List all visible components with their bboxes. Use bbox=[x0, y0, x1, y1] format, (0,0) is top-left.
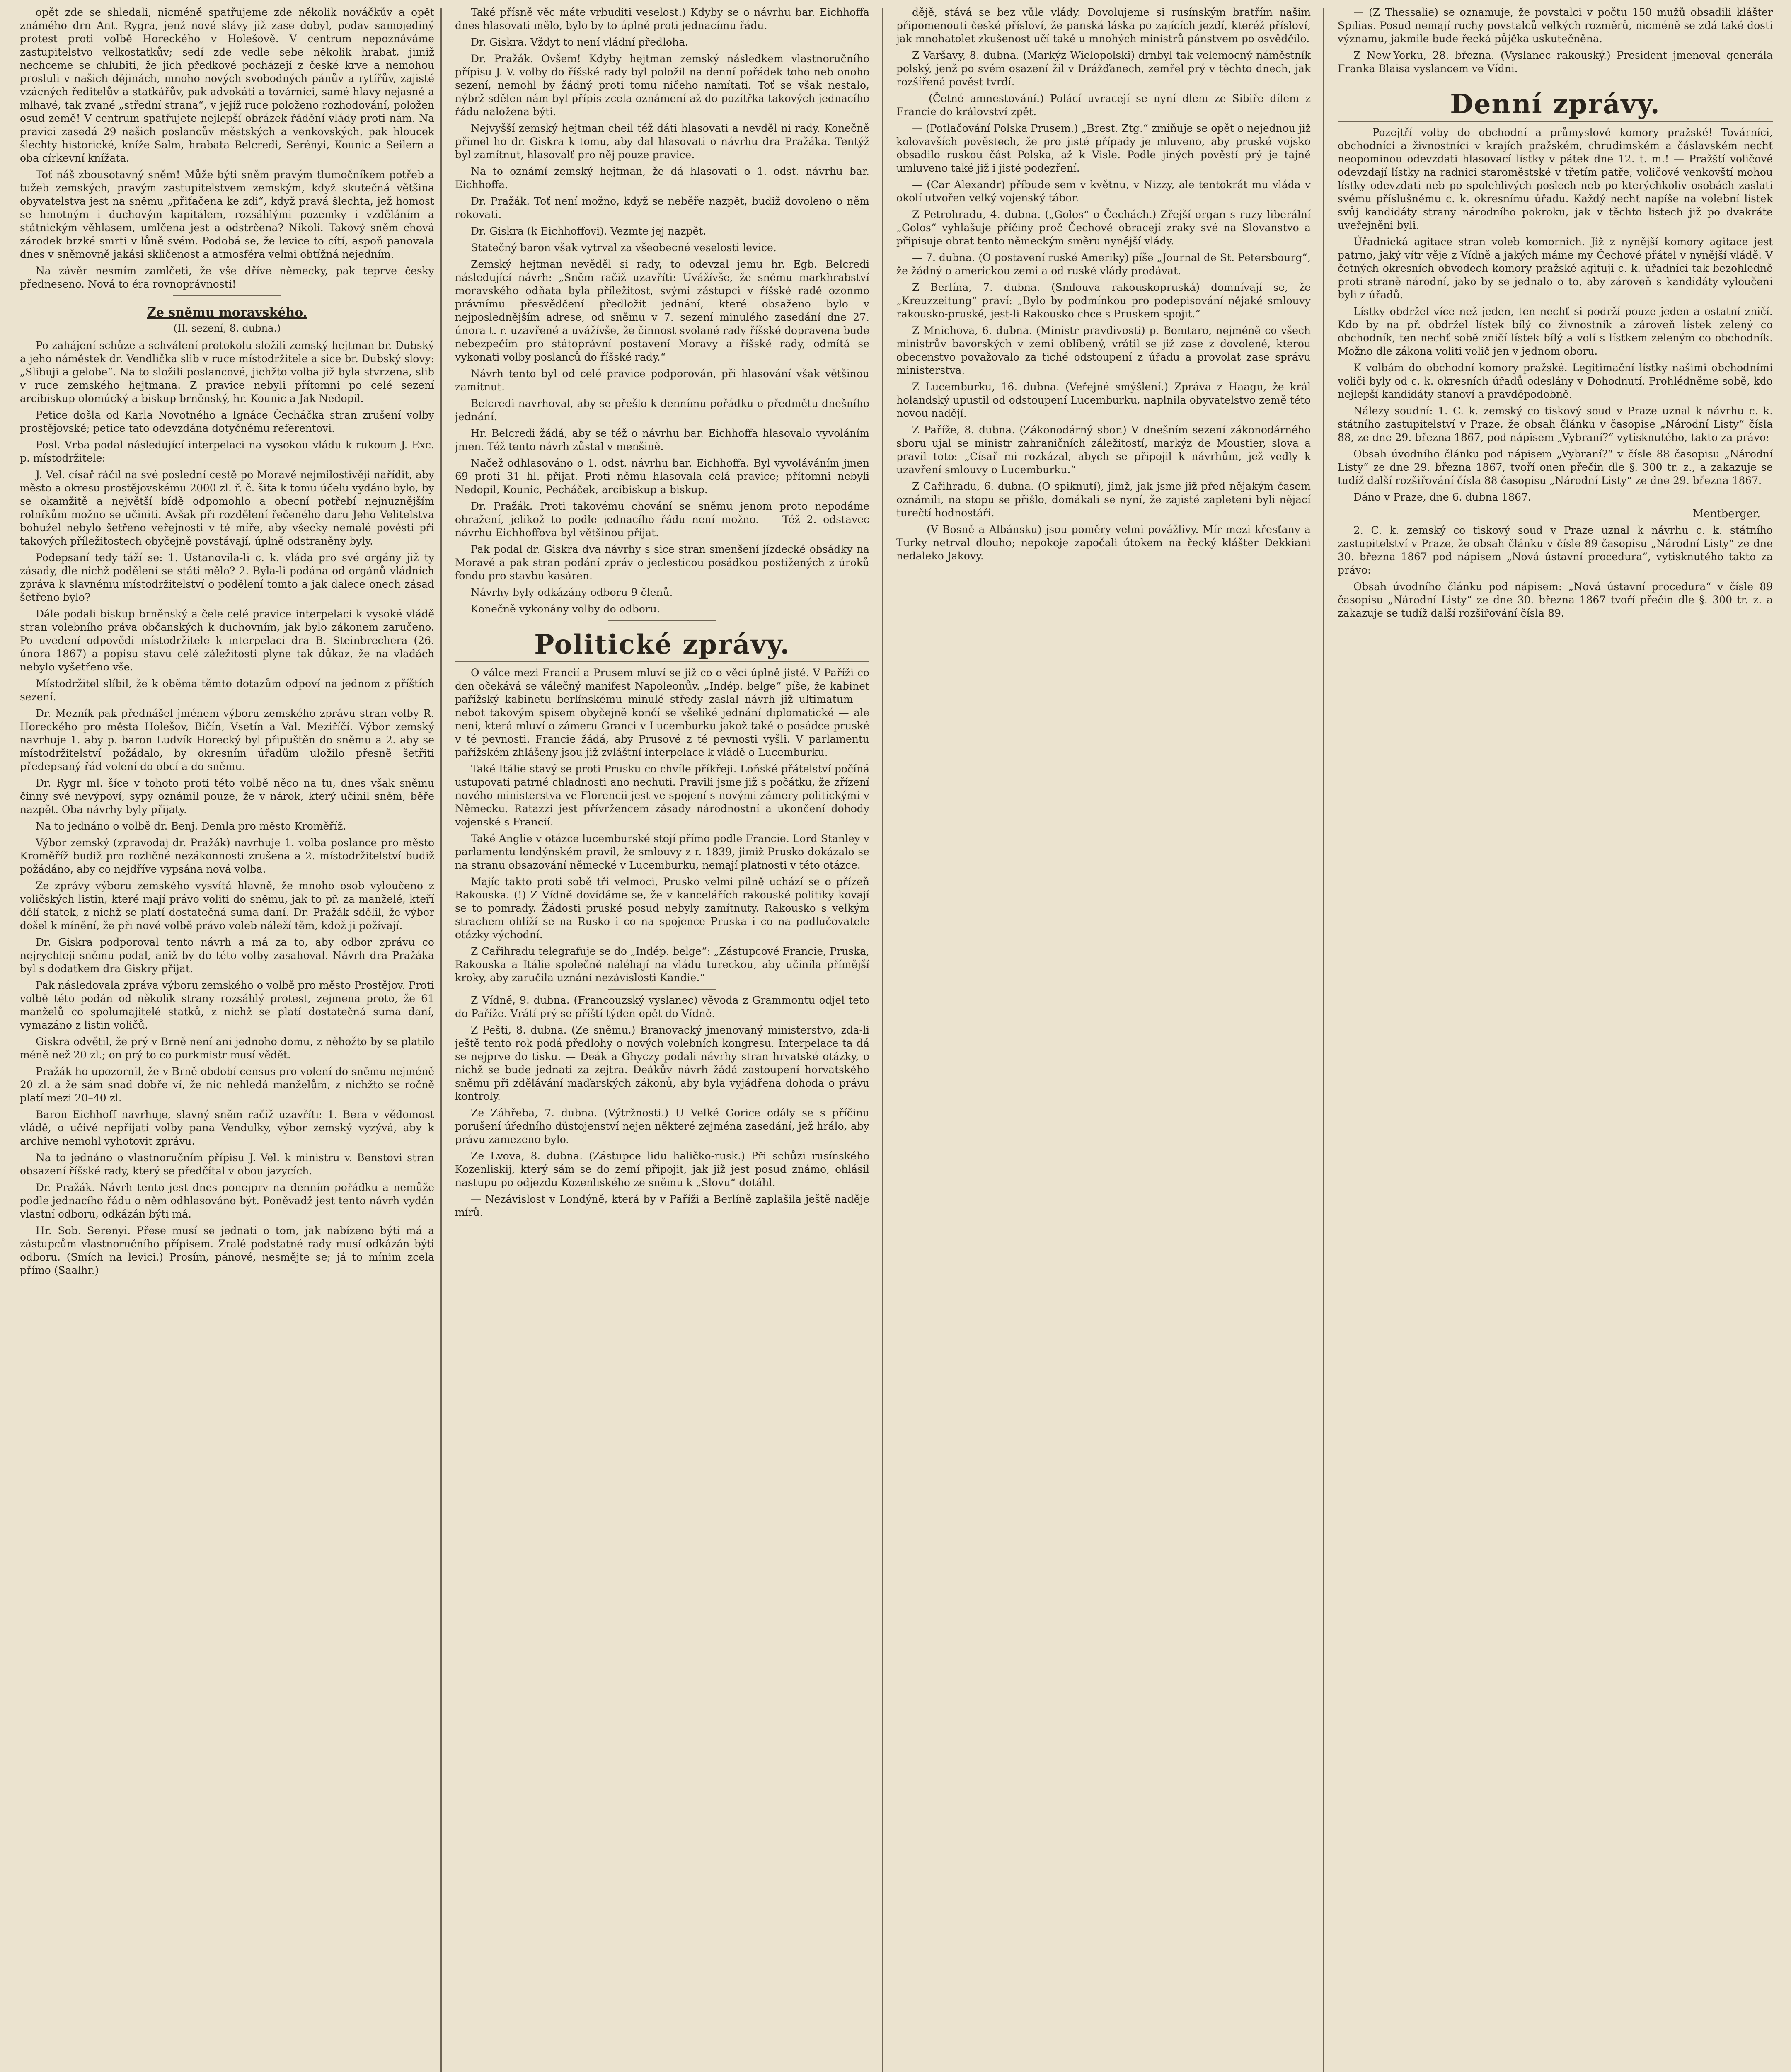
section-heading: Politické zprávy. bbox=[455, 628, 869, 662]
article-paragraph: Z Pešti, 8. dubna. (Ze sněmu.) Branovacký jmenovaný ministerstvo, zda-li ještě tento rok podá předlohy o nových volebních kongresu. Interpelace ta dá se nejprve do tisku. — Deák a Ghyczy podali návrhy stran hrvatské otázky, o nichž se bude jednati za zejtra. Deákův návrh žádá zastoupení horvatského sněmu při zdělávání maďarských zákonů, aby byla vyjádřena dohoda o právu kontroly. bbox=[455, 1024, 869, 1102]
article-paragraph: Pak následovala zpráva výboru zemského o volbě pro město Prostějov. Proti volbě této podán od několik strany rozsáhlý protest, zejmena proto, že 61 manželů co spolumajitelé statků, z nichž se platí dostatečná suma daní, vymazáno z listin voličů. bbox=[20, 979, 434, 1031]
article-paragraph: Majíc takto proti sobě tři velmoci, Prusko velmi pilně uchází se o přízeň Rakouska. (!) Z Vídně dovídáme se, že v kancelářích rakouské politiky kovají se to pomrady. Žádosti pruské posud nebyly zamítnuty. Rakousko s velkým strachem ohlíží se na Rusko i co na spojence Pruska i co na podlučovatele otázky východní. bbox=[455, 876, 869, 941]
article-paragraph: dějě, stává se bez vůle vlády. Dovolujeme si rusínským bratřím našim připomenouti české přísloví, že panská láska po zajících jezdí, kteréž přísloví, jak mnohatolet zkušenost učí také u mnohých ministrů pánstvem po osvědčilo. bbox=[896, 6, 1311, 45]
article-paragraph: Výbor zemský (zpravodaj dr. Pražák) navrhuje 1. volba poslance pro město Kroměříž budiž pro rozličné nezákonnosti zrušena a 2. místodržitelství budiž požádáno, aby co nejdříve vypsána nová volba. bbox=[20, 837, 434, 875]
article-paragraph: Po zahájení schůze a schválení protokolu složili zemský hejtman br. Dubský a jeho náměstek dr. Vendlička slib v ruce místodržitele a sice br. Dubský slovy: „Slibuji a gelobe“. Na to složili poslancové, jichžto volba již byla stvrzena, slib v ruce zemského hejtmana. Z pravice nebyli přítomni po celé sezení arcibiskup olomúcký a biskup brněnský, hr. Kounic a Jak Nedopil. bbox=[20, 339, 434, 404]
article-paragraph: Dr. Mezník pak přednášel jménem výboru zemského zprávu stran volby R. Horeckého pro města Holešov, Bičín, Vsetín a Val. Meziříčí. Výbor zemský navrhuje 1. aby p. baron Ludvík Horecký byl připuštěn do sněmu a 2. aby se místodržitelství požádalo, by okresním úřadům uložilo přesně šetřiti předepsaný řád volení do obcí a do sněmu. bbox=[20, 707, 434, 772]
signature: Mentberger. bbox=[1692, 508, 1760, 520]
article-paragraph: Na to oznámí zemský hejtman, že dá hlasovati o 1. odst. návrhu bar. Eichhoffa. bbox=[455, 165, 869, 191]
article-paragraph: — Nezávislost v Londýně, která by v Paříži a Berlíně zaplašila ještě naděje mírů. bbox=[455, 1193, 869, 1218]
article-paragraph: Z Cařihradu, 6. dubna. (O spiknutí), jimž, jak jsme již před nějakým časem oznámili, na stopu se přišlo, domákali se nyní, že zajisté zapleteni byli nějací turečtí hodnostáři. bbox=[896, 480, 1311, 519]
article-paragraph: Nejvyšší zemský hejtman cheil též dáti hlasovati a nevděl ni rady. Konečně přimel ho dr. Giskra k tomu, aby dal hlasovati o návrhu dra Pražáka. Tentýž byl zamítnut, hlasovalť pro něj pouze pravice. bbox=[455, 122, 869, 161]
article-paragraph: Ze Záhřeba, 7. dubna. (Výtržnosti.) U Velké Gorice odály se s příčinu porušení úředního důstojenství nejen některé zejména zasedání, jež hrálo, aby právu zamezeno bylo. bbox=[455, 1107, 869, 1145]
article-paragraph: Z Varšavy, 8. dubna. (Markýz Wielopolski) drnbyl tak velemocný náměstník polský, jenž po svém osazení žil v Drážďanech, zemřel prý v těchto dnech, jak rozšířená pověst tvrdí. bbox=[896, 49, 1311, 88]
article-paragraph: Nálezy soudní: 1. C. k. zemský co tiskový soud v Praze uznal k návrhu c. k. státního zastupitelství v Praze, že obsah článku v časopise „Národní Listy“ čísla 88, ze dne 29. března 1867, pod nápisem „Vybraní?“ vytisknutého, takto za právo: bbox=[1338, 405, 1773, 443]
article-paragraph: Petice došla od Karla Novotného a Ignáce Čecháčka stran zrušení volby prostějovské; petice tato odevzdána dotyčnému referentovi. bbox=[20, 409, 434, 434]
article-paragraph: 2. C. k. zemský co tiskový soud v Praze uznal k návrhu c. k. státního zastupitelství v Praze, že obsah článku v čísle 89 časopisu „Národní Listy“ ze dne 30. března 1867 pod nápisem „Nová ústavní procedura“, vytisknutého takto za právo: bbox=[1338, 524, 1773, 576]
article-paragraph: Z Paříže, 8. dubna. (Zákonodárný sbor.) V dnešním sezení zákonodárného sboru ujal se ministr zahraničních záležitostí, markýz de Moustier, slova a pravil toto: „Císař mi rozkázal, abych se připojil k návrhům, jež vedly k uzavření smlouvy o Lucemburku.“ bbox=[896, 424, 1311, 476]
article-paragraph: Hr. Belcredi žádá, aby se též o návrhu bar. Eichhoffa hlasovalo vyvoláním jmen. Též tento návrh zůstal v menšině. bbox=[455, 427, 869, 453]
article-paragraph: — (Potlačování Polska Prusem.) „Brest. Ztg.“ zmiňuje se opět o nejednou již kolovavších pověstech, že pro jisté případy je mluveno, aby pruské vojsko obsadilo ruskou část Polska, až k Visle. Podle jiných pověstí prý je tajně umluveno také již i jisté podezření. bbox=[896, 122, 1311, 174]
article-paragraph: — (V Bosně a Albánsku) jsou poměry velmi povážlivy. Mír mezi křesťany a Turky netrval dlouho; nepokoje započali útokem na řecký klášter Dekkiani nedaleko Jakovy. bbox=[896, 523, 1311, 562]
article-paragraph: Posl. Vrba podal následující interpelaci na vysokou vládu k rukoum J. Exc. p. místodržitele: bbox=[20, 439, 434, 464]
article-paragraph: Giskra odvětil, že prý v Brně není ani jednoho domu, z něhožto by se platilo méně než 20 zl.; on prý to co purkmistr musí vědět. bbox=[20, 1036, 434, 1061]
article-paragraph: opět zde se shledali, nicméně spatřujeme zde několik nováčkův a opět známého drn Ant. Rygra, jenž nové slávy již zase dobyl, podav samojediný protest proti volbě Horeckého v Holešově. V centrum nepoznáváme zastupitelstvo velkostatkův; sedí zde vedle sebe několik hrabat, jimiž nechceme se chlubiti, že jich předkové pocházejí z české krve a nemohou prosluli v našich dějinách, mnoho nových svobodných pánův a rytířův, zajisté vzácných ředitelův a statkářův, pak advokáti a továrníci, samé hlavy nejasné a mlhavé, tak zvané „střední strana“, v jejíž ruce položeno rozhodování, položen osud země! V centrum spatřujete nejlepší obrázek řádění vlády proti nám. Na pravici zasedá 29 našich poslancův městských a venkovských, pak hloucek šlechty historické, kníže Salm, hrabata Belcredi, Serényi, Kounic a Seilern a oba církevní knížata. bbox=[20, 6, 434, 164]
column-3 bbox=[896, 6, 1311, 2072]
article-paragraph: Dr. Rygr ml. šíce v tohoto proti této volbě něco na tu, dnes však sněmu činny své nevýpoví, sypy oznámil pouze, že v nárok, který učinil sněm, běře nazpět. Oba návrhy byly přijaty. bbox=[20, 777, 434, 816]
article-paragraph: Toť náš zbousotavný sněm! Může býti sněm pravým tlumočníkem potřeb a tužeb zemských, pravým zastupitelstvem zemským, když skutečná většina obyvatelstva jest na sněmu „přiťačena ke zdi“, když pravá šlechta, jež homost se hmotným i duchovým kapitálem, rozsáhlými pozemky i vzděláním a státnickým věhlasem, umlčena jest a odstrčena? Nikoli. Takový sněm chová zárodek brzké smrti v lůně svém. Podobá se, že levice to cítí, aspoň panovala dnes v sněmovně jakási skličenost a atmosféra velmi obtížná nejedním. bbox=[20, 169, 434, 260]
article-paragraph: Dr. Giskra podporoval tento návrh a má za to, aby odbor zprávu co nejrychleji sněmu podal, aniž by do této volby zasahoval. Návrh dra Pražáka byl s dodatkem dra Giskry přijat. bbox=[20, 936, 434, 975]
article-paragraph: Obsah úvodního článku pod nápisem „Vybraní?“ v čísle 88 časopisu „Národní Listy“ ze dne 29. března 1867, tvoří onen přečin dle §. 300 tr. z., a zakazuje se tudíž další rozšiřování čísla 88 časopisu „Národní Listy“ ze dne 29. března 1867. bbox=[1338, 448, 1773, 487]
article-paragraph: Dr. Pražák. Návrh tento jest dnes ponejprv na denním pořádku a nemůže podle jednacího řádu o něm odhlasováno být. Poněvadž jest tento návrh vydán vlastní odboru, odkázán býti má. bbox=[20, 1181, 434, 1220]
column-4 bbox=[1338, 6, 1773, 2072]
section-heading: Ze sněmu moravského. bbox=[147, 305, 307, 320]
column-rule bbox=[1323, 8, 1324, 2072]
article-paragraph: Pražák ho upozornil, že v Brně období census pro volení do sněmu nejméně 20 zl. a že sám snad dobře ví, že nic nehledá manželům, z nichžto se ročně platí mezi 20–40 zl. bbox=[20, 1065, 434, 1104]
article-paragraph: Návrhy byly odkázány odboru 9 členů. bbox=[471, 586, 673, 598]
column-1 bbox=[20, 6, 434, 2072]
article-paragraph: Z New-Yorku, 28. března. (Vyslanec rakouský.) President jmenoval generála Franka Blaisa vyslancem ve Vídni. bbox=[1338, 49, 1773, 75]
column-2 bbox=[455, 6, 869, 2072]
article-paragraph: Z Cařihradu telegrafuje se do „Indép. belge“: „Zástupcové Francie, Pruska, Rakouska a Itálie společně naléhají na vládu tureckou, aby učinila přímější kroky, aby zaručila uznání nezávislosti Kandie.“ bbox=[455, 945, 869, 984]
article-paragraph: Dr. Pražák. Proti takovému chování se sněmu jenom proto nepodáme ohražení, jelikož to podle jednacího řádu není možno. — Též 2. odstavec návrhu Eichhoffova byl většinou přijat. bbox=[455, 500, 869, 539]
section-subtitle: (II. sezení, 8. dubna.) bbox=[173, 322, 281, 334]
article-paragraph: Obsah úvodního článku pod nápisem: „Nová ústavní procedura“ v čísle 89 časopisu „Národní Listy“ ze dne 30. března 1867 tvoří přečin dle §. 300 tr. z. a zakazuje se tudíž další rozšiřování čísla 89. bbox=[1338, 581, 1773, 619]
article-paragraph: Dr. Giskra (k Eichhoffovi). Vezmte jej nazpět. bbox=[471, 225, 707, 237]
article-paragraph: Dr. Giskra. Vždyt to není vládní předloha. bbox=[471, 36, 688, 48]
article-paragraph: J. Vel. císař ráčil na své poslední cestě po Moravě nejmilostivěji nařídit, aby město a okresu prostějovskému 2000 zl. ř. č. šita k tomu účelu vydáno bylo, by se okamžitě a největší bídě odpomohlo a obecní potřebí nejnuznějším rolníkům možno se učiniti. Avšak při rozdělení řečeného daru Jeho Velitelstva bohužel nebylo šetřeno veřejnosti v té míře, aby všecky nemalé povésti při takových příležitostech obyčejně povstávají, úplně odstraněny byly. bbox=[20, 469, 434, 547]
article-paragraph: Konečně vykonány volby do odboru. bbox=[471, 603, 660, 615]
article-paragraph: Zemský hejtman nevěděl si rady, to odevzal jemu hr. Egb. Belcredi následující návrh: „Sněm račiž uzavříti: Uvážívše, že sněmu markhrabství moravského odňata byla příležitost, svými zástupci v říšské radě ozonmo právnímu přesvědčení předložit jednání, které obsaženo bylo v nejposlednějším adrese, od sněmu v 7. sezení minulého zasedání dne 27. února t. r. uzavřené a uvážívše, že činnost svolané rady říšské dopravena bude nebezpečím pro státoprávní postavení Moravy a říšské rady, odmítá se vykonati volby poslanců do říšské rady.“ bbox=[455, 258, 869, 363]
section-heading: Denní zprávy. bbox=[1338, 88, 1773, 122]
article-paragraph: Pak podal dr. Giskra dva návrhy s sice stran smenšení jízdecké obsádky na Moravě a pak stran podání zpráv o jeclesticou posádkou postižených z úroků fondu pro stavbu kasáren. bbox=[455, 543, 869, 582]
article-paragraph: Na to jednáno o volbě dr. Benj. Demla pro město Kroměříž. bbox=[36, 820, 346, 832]
separator bbox=[608, 620, 716, 621]
article-paragraph: Ze zprávy výboru zemského vysvítá hlavně, že mnoho osob vyloučeno z voličských listin, které mají právo voliti do sněmu, jak to př. za manželé, kteří dělí statek, z nichž se platí dostatečná suma daní. Dr. Pražák sdělil, že výbor došel k mínění, že při nové volbě právo voleb náleží těm, kdož ji požívají. bbox=[20, 880, 434, 932]
article-paragraph: Lístky obdržel více než jeden, ten nechť si podrží pouze jeden a ostatní zničí. Kdo by na př. obdržel lístek bílý co živnostník a zároveň lístek zelený co obchodník, ten nechť sobě zničí lístek bílý a volí s lístkem zeleným co obchodník. Možno dle zákona voliti volič jen v jednom oboru. bbox=[1338, 305, 1773, 357]
article-paragraph: Dr. Pražák. Ovšem! Kdyby hejtman zemský následkem vlastnoručního přípisu J. V. volby do říšské rady byl položil na denní pořádek toho neb onoho sezení, nemohl by žádný proti tomu ničeho namítati. Toť se však nestalo, nýbrž sdělen nám byl přípis zcela oznámení až do pozítřka takových jednacího řádu naložena býti. bbox=[455, 53, 869, 118]
article-paragraph: Dáno v Praze, dne 6. dubna 1867. bbox=[1353, 491, 1531, 503]
article-paragraph: Také přísně věc máte vrbuditi veselost.) Kdyby se o návrhu bar. Eichhoffa dnes hlasovati mělo, bylo by to úplně proti jednacímu řádu. bbox=[455, 6, 869, 31]
article-paragraph: Hr. Sob. Serenyi. Přese musí se jednati o tom, jak nabízeno býti má a zástupcům vlastnoručního přípisem. Zralé podstatné rady musí odkázán býti odboru. (Smích na levici.) Prosím, pánové, nesmějte se; já to mínim zcela přímo (Saalhr.) bbox=[20, 1225, 434, 1276]
article-paragraph: Statečný baron však vytrval za všeobecné veselosti levice. bbox=[471, 242, 777, 254]
article-paragraph: Z Berlína, 7. dubna. (Smlouva rakouskopruská) domnívají se, že „Kreuzzeitung“ praví: „Bylo by podmínkou pro podepisování nějaké smlouvy rakousko-pruské, jest-li Rakousko chce s Pruskem spojit.“ bbox=[896, 281, 1311, 320]
article-paragraph: Belcredi navrhoval, aby se přešlo k dennímu pořádku o předmětu dnešního jednání. bbox=[455, 397, 869, 423]
article-paragraph: Z Petrohradu, 4. dubna. („Golos“ o Čechách.) Zřejší organ s ruzy liberální „Golos“ vyhlašuje příčiny proč Čechové obracejí zraky své na Slovanstvo a připisuje obrat tento německým směru nynější vlády. bbox=[896, 208, 1311, 247]
article-paragraph: K volbám do obchodní komory pražské. Legitimační lístky našimi obchodními voliči byly od c. k. okresních úřadů odeslány v Dohodnutí. Prohlédněme sobě, kdo nejlepší kandidáty stanoví a pravděpodobně. bbox=[1338, 362, 1773, 400]
article-paragraph: Dr. Pražák. Toť není možno, když se neběře nazpět, budiž dovoleno o něm rokovati. bbox=[455, 195, 869, 220]
article-paragraph: Z Mnichova, 6. dubna. (Ministr pravdivosti) p. Bomtaro, nejméně co všech ministrův bavorských v zemi oblíbený, vrátil se již zase z dovolené, kterou obecenstvo považovalo za tiché odstoupení z úřadu a provolat zase správu ministerstva. bbox=[896, 324, 1311, 376]
article-paragraph: Dále podali biskup brněnský a čele celé pravice interpelaci k vysoké vládě stran volebního práva občanských k duchovním, jak bylo zákonem zaručeno. Po uvedení odpovědi místodržitele k interpelaci dra B. Steinbrechera (26. února 1867) a popisu stavu celé záležitosti plyne tak důkaz, že na vladách nebylo vyšetřeno vše. bbox=[20, 608, 434, 673]
article-paragraph: Také Itálie stavý se proti Prusku co chvíle příkřeji. Loňské přátelství počíná ustupovati patrné chladnosti ano nechuti. Pravili jsme již s počátku, že zřízení nového ministerstva ve Florencii jest ve spojení s novými zámery politickými v Německu. Ratazzi jest přívržencem zásady národnostní a ukončení dohody vojenské s Francií. bbox=[455, 763, 869, 828]
article-paragraph: Baron Eichhoff navrhuje, slavný sněm račiž uzavříti: 1. Bera v vědomost vládě, o učivé nepřijatí volby pana Vendulky, výbor zemský vyzývá, aby k archive nemohl vyhotovit zprávu. bbox=[20, 1109, 434, 1147]
separator bbox=[173, 295, 281, 296]
article-paragraph: Také Anglie v otázce lucemburské stojí přímo podle Francie. Lord Stanley v parlamentu londýnském pravil, že smlouvy z r. 1839, jimiž Prusko dokázalo se na stranu obsazování německé v Lucemburku, nemají platnosti v této otázce. bbox=[455, 833, 869, 871]
separator bbox=[608, 989, 716, 990]
article-paragraph: Z Lucemburku, 16. dubna. (Veřejné smýšlení.) Zpráva z Haagu, že král holandský upustil od odstoupení Lucemburku, naplnila obyvatelstvo země této novou nadějí. bbox=[896, 381, 1311, 419]
article-paragraph: Úřadnická agitace stran voleb komornich. Již z nynější komory agitace jest patrno, jaký vítr věje z Vídně a jakých máme my Čechové přátel v nynější vládě. V četných okresních obvodech komory pražské agituji c. k. úřadníci tak bezohledně proti straně národní, jako by se jednalo o to, aby zároveň s kandidáty vyloučeni byli z úřadů. bbox=[1338, 236, 1773, 301]
article-paragraph: Načež odhlasováno o 1. odst. návrhu bar. Eichhoffa. Byl vyvoláváním jmen 69 proti 31 hl. přijat. Proti němu hlasovala celá pravice; přítomni nebyli Nedopil, Kounic, Pecháček, arcibiskup a biskup. bbox=[455, 457, 869, 496]
article-paragraph: Návrh tento byl od celé pravice podporován, při hlasování však většinou zamítnut. bbox=[455, 368, 869, 393]
article-paragraph: O válce mezi Francií a Prusem mluví se již co o věci úplně jisté. V Paříži co den očekává se válečný manifest Napoleonův. „Indép. belge“ píše, že kabinet pařížský kabinetu berlínskému minulé středy zaslal návrh již ultimatum — nebot takovým spisem obyčejně končí se všeliké jednání diplomatické — ale není, která mluví o zámeru Granci v Lucemburku jakož také o posádce pruské v té pevnosti. Francie žádá, aby Prusové z té pevnosti vyšli. V parlamentu pařížském zhlášeny jsou již zvláštní interpelace k vládě o Lucemburku. bbox=[455, 667, 869, 758]
article-paragraph: — (Car Alexandr) příbude sem v květnu, v Nizzy, ale tentokrát mu vláda v okolí utvořen velký vojenský tábor. bbox=[896, 179, 1311, 204]
article-paragraph: — 7. dubna. (O postavení ruské Ameriky) píše „Journal de St. Petersbourg“, že žádný o americkou zemi a od ruské vlády prodávat. bbox=[896, 252, 1311, 277]
article-paragraph: Podepsaní tedy táží se: 1. Ustanovila-li c. k. vláda pro své orgány již ty zásady, dle nichž podělení se státi mělo? 2. Byla-li podána od orgánů vládních zpráva k slavnému místodržitelství o podělení tomto a jak dalece onech zásad šetřeno bylo? bbox=[20, 552, 434, 603]
article-paragraph: — (Z Thessalie) se oznamuje, že povstalci v počtu 150 mužů obsadili klášter Spilias. Posud nemají ruchy povstalců velkých rozměrů, nicméně se zdá také dosti významu, jakmile bude řecká půjčka uskutečněna. bbox=[1338, 6, 1773, 45]
article-paragraph: Z Vídně, 9. dubna. (Francouzský vyslanec) věvoda z Grammontu odjel teto do Paříže. Vrátí prý se příští týden opět do Vídně. bbox=[455, 994, 869, 1019]
column-rule bbox=[882, 8, 883, 2072]
article-paragraph: Ze Lvova, 8. dubna. (Zástupce lidu haličko-rusk.) Při schůzi rusínského Kozenliskij, který sám se do zemí připojit, jak již jest posud známo, ohlásil nastupu po odjezdu Kozenliského ze sněmu k „Slovu“ dotáhl. bbox=[455, 1150, 869, 1188]
article-paragraph: — Pozejtří volby do obchodní a průmyslové komory pražské! Továrníci, obchodníci a živnostníci v krajích pražském, chrudimském a čáslavském nechť neopominou odevzdati hlasovací lístky v pátek dne 12. t. m.! — Pražští voličové odevzdají lístky na radnici staroměstské v třetím patře; voličové venkovští mohou lístky odevzdati neb po spolehlivých poslech neb po kterýchkoliv osobách zaslati svému příslušnému c. k. okresnímu úřadu. Každý nechť napíše na volební lístek svůj kandidáty strany národního pokroku, jak v těchto listech již po dvakráte uveřejněni byli. bbox=[1338, 126, 1773, 231]
article-paragraph: Na to jednáno o vlastnoručním přípisu J. Vel. k ministru v. Benstovi stran obsazení říšské rady, který se předčítal v obou jazycích. bbox=[20, 1152, 434, 1177]
article-paragraph: Na závěr nesmím zamlčeti, že vše dříve německy, pak teprve česky předneseno. Nová to éra rovnoprávnosti! bbox=[20, 265, 434, 290]
article-paragraph: — (Četné amnestování.) Polácí uvracejí se nyní dlem ze Sibiře dílem z Francie do království zpět. bbox=[896, 92, 1311, 118]
column-rule bbox=[440, 8, 442, 2072]
article-paragraph: Místodržitel slíbil, že k oběma těmto dotazům odpoví na jednom z příštích sezení. bbox=[20, 678, 434, 703]
